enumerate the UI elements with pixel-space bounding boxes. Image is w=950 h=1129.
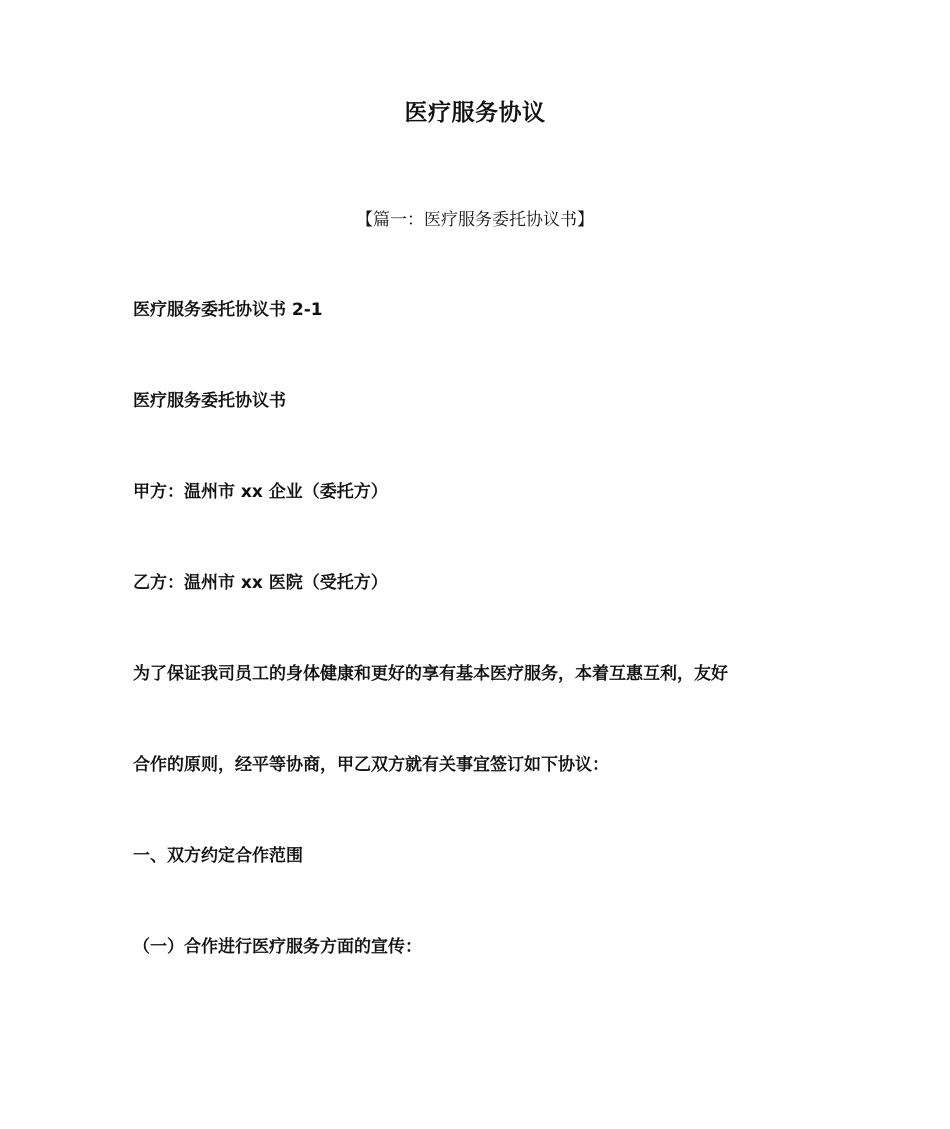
party-a-line: 甲方：温州市 xx 企业（委托方） — [133, 482, 388, 502]
preamble-line-2: 合作的原则，经平等协商，甲乙双方就有关事宜签订如下协议： — [133, 755, 609, 775]
document-subtitle: 【篇一：医疗服务委托协议书】 — [356, 210, 594, 230]
agreement-heading: 医疗服务委托协议书 — [133, 391, 286, 411]
clause-heading-1: 一、双方约定合作范围 — [133, 846, 303, 866]
document-title: 医疗服务协议 — [404, 100, 546, 126]
section-heading: 医疗服务委托协议书 2-1 — [133, 300, 323, 320]
preamble-line-1: 为了保证我司员工的身体健康和更好的享有基本医疗服务，本着互惠互利，友好 — [133, 664, 728, 684]
party-b-line: 乙方：温州市 xx 医院（受托方） — [133, 573, 388, 593]
subclause-heading-1: （一）合作进行医疗服务方面的宣传： — [133, 937, 422, 957]
